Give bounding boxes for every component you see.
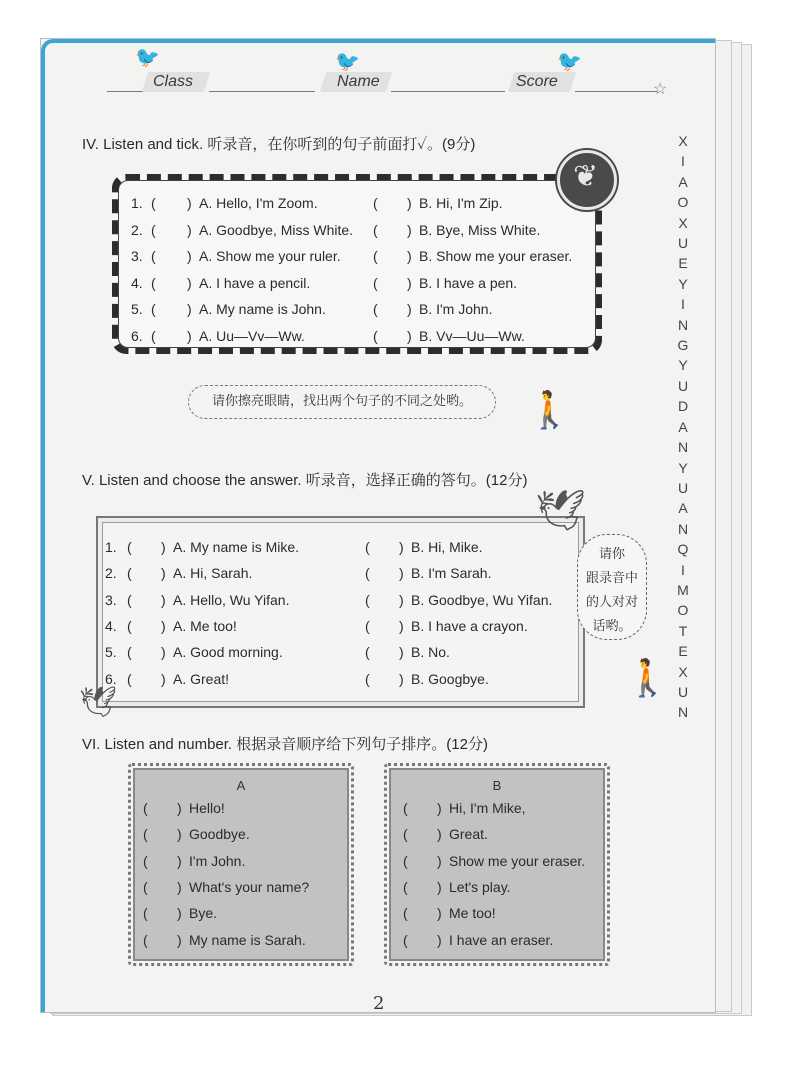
row-number: 4. <box>105 617 117 634</box>
tick-row <box>41 275 716 295</box>
row-number: 5. <box>105 644 117 661</box>
option-a: A. Uu—Vv—Ww. <box>199 327 305 344</box>
answer-paren-open: ( <box>143 826 148 843</box>
side-letter: G <box>677 337 689 354</box>
option-b: B. No. <box>411 644 450 661</box>
answer-paren-close: ) <box>161 539 166 555</box>
option-b: B. Googbye. <box>411 670 489 687</box>
answer-paren-open: ( <box>127 617 132 634</box>
side-letter: D <box>677 398 689 415</box>
side-letter: X <box>678 214 688 231</box>
side-letter: Y <box>678 459 688 476</box>
sentence: Great. <box>449 826 488 843</box>
answer-paren-close: ) <box>437 878 442 895</box>
row-number: 1. <box>131 195 143 211</box>
flying-bird-icon: 🕊 <box>79 686 118 719</box>
box-b-label: B <box>492 778 502 793</box>
option-a: A. My name is Mike. <box>173 539 300 555</box>
order-row <box>397 853 607 873</box>
bird-icon: 🐦 <box>557 51 582 73</box>
sentence: My name is Sarah. <box>189 931 306 948</box>
option-b: B. I have a pen. <box>419 274 518 291</box>
answer-paren-open: ( <box>151 274 156 291</box>
side-letter: M <box>677 581 689 598</box>
sentence: Hello! <box>189 800 225 816</box>
row-number: 1. <box>105 539 117 555</box>
answer-paren-open: ( <box>365 617 370 634</box>
side-letter: Q <box>677 541 689 558</box>
answer-paren-close: ) <box>399 644 404 661</box>
order-row <box>137 826 347 846</box>
answer-paren-close: ) <box>407 301 412 317</box>
answer-paren-close: ) <box>187 195 192 211</box>
option-a: A. Show me your ruler. <box>199 248 341 264</box>
answer-paren-open: ( <box>151 301 156 317</box>
section-vi-title: VI. Listen and number. 根据录音顺序给下列句子排序。(12分) <box>82 736 488 753</box>
side-letter: Y <box>678 275 688 292</box>
order-row <box>397 800 607 820</box>
answer-paren-open: ( <box>151 248 156 264</box>
option-b: B. Hi, Mike. <box>411 539 483 555</box>
side-letter: U <box>677 479 689 496</box>
order-row <box>397 905 607 925</box>
answer-paren-close: ) <box>399 565 404 582</box>
row-number: 2. <box>131 221 143 238</box>
answer-paren-close: ) <box>437 826 442 843</box>
section-iv-tip: 请你擦亮眼睛，找出两个句子的不同之处哟。 <box>188 385 496 419</box>
section-v-title: V. Listen and choose the answer. 听录音，选择正确的答句。(12分) <box>82 472 528 489</box>
side-letter: N <box>677 439 689 456</box>
order-row <box>137 905 347 925</box>
answer-paren-close: ) <box>187 274 192 291</box>
answer-paren-open: ( <box>143 852 148 869</box>
worksheet-page <box>40 38 716 1013</box>
answer-paren-close: ) <box>437 905 442 922</box>
option-a: A. Hello, Wu Yifan. <box>173 591 290 608</box>
score-blank-line <box>575 91 657 92</box>
answer-paren-close: ) <box>177 800 182 816</box>
option-b: B. I'm Sarah. <box>411 565 492 582</box>
order-row <box>397 932 607 952</box>
sentence: Me too! <box>449 905 496 922</box>
answer-paren-close: ) <box>161 670 166 687</box>
order-row <box>137 800 347 820</box>
sentence: Let's play. <box>449 878 511 895</box>
side-letter: X <box>678 133 688 149</box>
sentence: I have an eraser. <box>449 931 554 948</box>
option-a: A. My name is John. <box>199 301 326 317</box>
option-b: B. Vv—Uu—Ww. <box>419 327 525 344</box>
side-letter: E <box>678 255 688 272</box>
sentence: Show me your eraser. <box>449 852 586 869</box>
answer-paren-open: ( <box>151 195 156 211</box>
answer-paren-open: ( <box>373 221 378 238</box>
answer-paren-close: ) <box>399 539 404 555</box>
answer-paren-close: ) <box>177 931 182 948</box>
answer-paren-open: ( <box>403 852 408 869</box>
tick-row <box>41 195 716 215</box>
answer-paren-close: ) <box>177 878 182 895</box>
star-icon: ☆ <box>653 81 668 98</box>
answer-paren-close: ) <box>187 327 192 344</box>
side-letter: A <box>678 500 688 517</box>
answer-paren-close: ) <box>437 800 442 816</box>
answer-paren-open: ( <box>127 591 132 608</box>
option-a: A. Me too! <box>173 617 237 634</box>
answer-paren-close: ) <box>399 670 404 687</box>
side-letter: I <box>681 296 685 313</box>
class-blank-line <box>209 91 315 92</box>
answer-paren-open: ( <box>127 644 132 661</box>
answer-paren-close: ) <box>437 931 442 948</box>
answer-paren-open: ( <box>127 539 132 555</box>
order-row <box>137 879 347 899</box>
box-a-label: A <box>236 778 246 793</box>
option-b: B. I have a crayon. <box>411 617 528 634</box>
bird-icon: 🐦 <box>135 47 160 69</box>
class-label: Class <box>153 73 194 90</box>
order-row <box>397 826 607 846</box>
answer-paren-open: ( <box>403 878 408 895</box>
header-line <box>107 91 147 92</box>
side-letter: A <box>678 173 688 190</box>
name-blank-line <box>391 91 505 92</box>
answer-paren-open: ( <box>143 800 148 816</box>
answer-paren-open: ( <box>143 878 148 895</box>
section-v-tip-bubble <box>577 534 647 640</box>
cartoon-kid-icon: 🚶 <box>625 657 670 698</box>
tick-row <box>41 301 716 321</box>
answer-paren-open: ( <box>403 931 408 948</box>
flying-bird-icon: 🕊 <box>535 489 586 533</box>
side-letter: X <box>678 663 688 680</box>
option-b: B. I'm John. <box>419 301 493 317</box>
page-number: 2 <box>373 993 385 1013</box>
side-letter: Y <box>678 357 688 374</box>
sentence: Hi, I'm Mike, <box>449 800 526 816</box>
answer-paren-open: ( <box>143 931 148 948</box>
name-label: Name <box>337 73 380 90</box>
side-letter: O <box>677 194 689 211</box>
side-letter: E <box>678 643 688 660</box>
side-letter: A <box>678 418 688 435</box>
answer-paren-close: ) <box>161 644 166 661</box>
tip-line: 请你 <box>598 547 625 562</box>
tip-line: 的人对对 <box>585 595 638 610</box>
option-b: B. Goodbye, Wu Yifan. <box>411 591 553 608</box>
row-number: 3. <box>105 591 117 608</box>
side-letter: N <box>677 704 689 721</box>
side-letter: I <box>681 561 685 578</box>
answer-paren-open: ( <box>127 565 132 582</box>
side-letter: U <box>677 377 689 394</box>
row-number: 6. <box>131 327 143 344</box>
answer-paren-close: ) <box>437 852 442 869</box>
row-number: 5. <box>131 301 143 317</box>
option-a: A. Hello, I'm Zoom. <box>199 195 318 211</box>
side-letter: O <box>677 602 689 619</box>
answer-paren-close: ) <box>399 591 404 608</box>
tip-line: 跟录音中 <box>585 571 638 586</box>
answer-paren-close: ) <box>187 301 192 317</box>
answer-paren-open: ( <box>143 905 148 922</box>
option-a: A. Hi, Sarah. <box>173 565 253 582</box>
sentence: What's your name? <box>189 878 310 895</box>
order-row <box>137 932 347 952</box>
answer-paren-close: ) <box>407 327 412 344</box>
score-label: Score <box>516 73 558 90</box>
answer-paren-close: ) <box>161 565 166 582</box>
tick-row <box>41 222 716 242</box>
answer-paren-open: ( <box>365 539 370 555</box>
side-letter: U <box>677 235 689 252</box>
answer-paren-close: ) <box>407 195 412 211</box>
option-b: B. Bye, Miss White. <box>419 221 541 238</box>
side-letter: I <box>681 153 685 170</box>
choice-row <box>41 644 716 664</box>
choice-row <box>41 671 716 691</box>
answer-paren-open: ( <box>403 800 408 816</box>
cartoon-kid-icon: 🚶 <box>527 389 572 430</box>
answer-paren-open: ( <box>403 826 408 843</box>
answer-paren-close: ) <box>407 248 412 264</box>
answer-paren-open: ( <box>373 301 378 317</box>
sentence: Goodbye. <box>189 826 250 843</box>
answer-paren-close: ) <box>177 905 182 922</box>
tick-row <box>41 248 716 268</box>
order-row <box>397 879 607 899</box>
answer-paren-open: ( <box>365 565 370 582</box>
answer-paren-close: ) <box>407 274 412 291</box>
option-a: A. I have a pencil. <box>199 274 311 291</box>
sentence: Bye. <box>189 905 218 922</box>
answer-paren-open: ( <box>365 644 370 661</box>
option-b: B. Hi, I'm Zip. <box>419 195 503 211</box>
answer-paren-open: ( <box>365 670 370 687</box>
answer-paren-close: ) <box>407 221 412 238</box>
answer-paren-open: ( <box>127 670 132 687</box>
option-a: A. Great! <box>173 670 230 687</box>
answer-paren-close: ) <box>161 617 166 634</box>
sentence: I'm John. <box>189 852 246 869</box>
answer-paren-open: ( <box>365 591 370 608</box>
row-number: 3. <box>131 248 143 264</box>
bird-icon: 🐦 <box>335 51 360 73</box>
row-number: 2. <box>105 565 117 582</box>
answer-paren-close: ) <box>177 852 182 869</box>
answer-paren-open: ( <box>373 274 378 291</box>
answer-paren-close: ) <box>187 221 192 238</box>
tip-line: 话哟。 <box>592 619 632 634</box>
side-letter: T <box>678 622 688 639</box>
answer-paren-close: ) <box>161 591 166 608</box>
option-a: A. Goodbye, Miss White. <box>199 221 354 238</box>
answer-paren-open: ( <box>151 327 156 344</box>
answer-paren-close: ) <box>399 617 404 634</box>
answer-paren-open: ( <box>151 221 156 238</box>
option-b: B. Show me your eraser. <box>419 248 573 264</box>
answer-paren-open: ( <box>373 195 378 211</box>
option-a: A. Good morning. <box>173 644 283 661</box>
row-number: 4. <box>131 274 143 291</box>
tick-row <box>41 328 716 348</box>
page-binding-edge <box>41 39 57 1012</box>
order-row <box>137 853 347 873</box>
side-letter: U <box>677 683 689 700</box>
answer-paren-open: ( <box>373 248 378 264</box>
side-letter: N <box>677 316 689 333</box>
answer-paren-close: ) <box>177 826 182 843</box>
section-iv-title: IV. Listen and tick. 听录音，在你听到的句子前面打✓。(9分) <box>82 136 476 153</box>
answer-paren-open: ( <box>373 327 378 344</box>
row-number: 6. <box>105 670 117 687</box>
answer-paren-close: ) <box>187 248 192 264</box>
side-letter: N <box>677 520 689 537</box>
answer-paren-open: ( <box>403 905 408 922</box>
